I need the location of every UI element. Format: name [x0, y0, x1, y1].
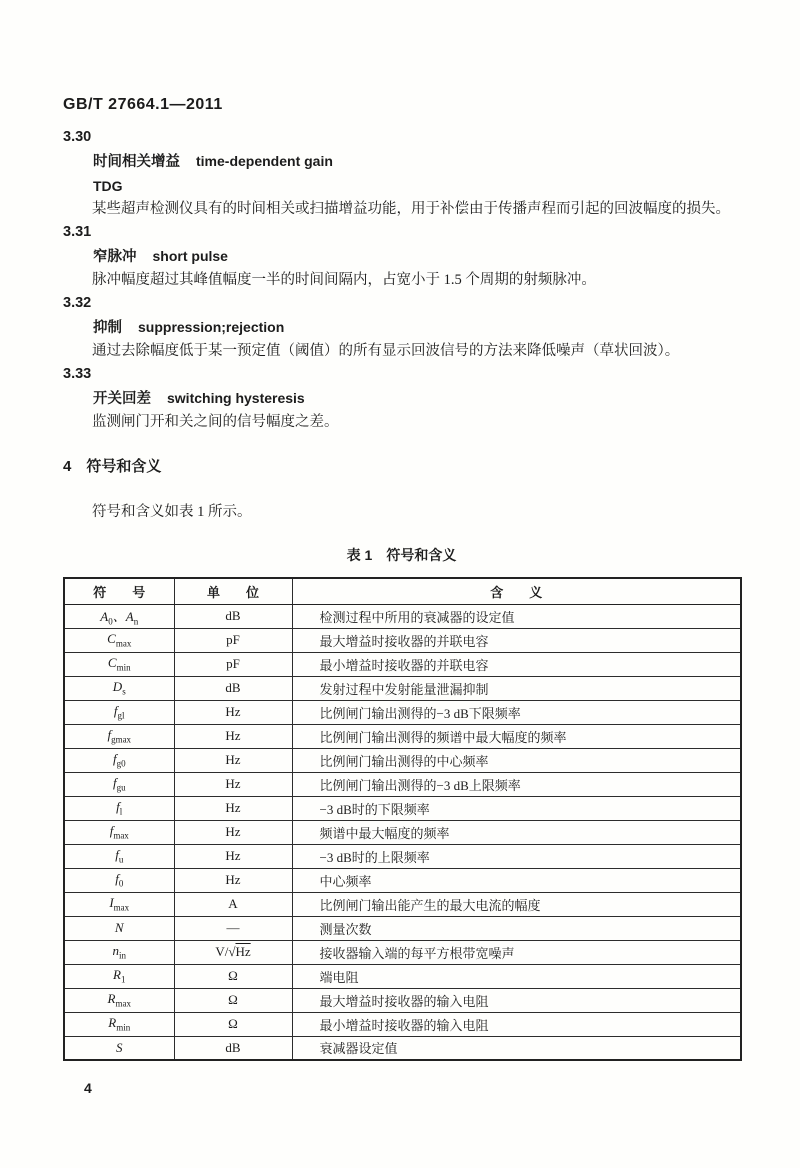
meaning-cell: 比例闸门输出测得的中心频率: [292, 748, 741, 772]
unit-cell: Ω: [174, 988, 292, 1012]
unit-cell: Ω: [174, 1012, 292, 1036]
section-number: 3.30: [63, 129, 92, 145]
table-row: [64, 916, 741, 940]
meaning-cell: 最小增益时接收器的输入电阻: [292, 1012, 741, 1036]
table-row: [64, 964, 741, 988]
unit-cell: pF: [174, 652, 292, 676]
symbol-cell: $R_{max}$: [64, 988, 174, 1012]
term-chinese: 窄脉冲: [93, 249, 137, 265]
meaning-cell: 比例闸门输出测得的−3 dB上限频率: [292, 772, 741, 796]
symbol-cell: $f_{gl}$: [64, 700, 174, 724]
table-row: [64, 796, 741, 820]
meaning-cell: 中心频率: [292, 868, 741, 892]
meaning-cell: 接收器输入端的每平方根带宽噪声: [292, 940, 741, 964]
term-abbreviation: TDG: [93, 178, 123, 194]
table-row: [64, 988, 741, 1012]
symbol-cell: $f_0$: [64, 868, 174, 892]
unit-cell: dB: [174, 1036, 292, 1060]
page-number: 4: [84, 1080, 92, 1096]
symbol-cell: $f_{max}$: [64, 820, 174, 844]
symbol-cell: $f_l$: [64, 796, 174, 820]
term-chinese: 抑制: [93, 320, 122, 336]
meaning-cell: 最小增益时接收器的并联电容: [292, 652, 741, 676]
unit-cell: Hz: [174, 868, 292, 892]
chapter-intro: 符号和含义如表 1 所示。: [92, 504, 252, 520]
table-row: [64, 940, 741, 964]
term-english: switching hysteresis: [167, 390, 305, 406]
unit-cell: A: [174, 892, 292, 916]
symbol-cell: N: [64, 916, 174, 940]
terms-section: [63, 126, 740, 434]
meaning-cell: 检测过程中所用的衰减器的设定值: [292, 604, 741, 628]
term-definition: 监测闸门开和关之间的信号幅度之差。: [92, 414, 339, 430]
term-entry-3-33: [63, 363, 740, 434]
symbol-cell: $R_{min}$: [64, 1012, 174, 1036]
term-entry-3-32: [63, 292, 740, 363]
symbol-cell: S: [64, 1036, 174, 1060]
table-row: [64, 676, 741, 700]
term-definition: 某些超声检测仪具有的时间相关或扫描增益功能，用于补偿由于传播声程而引起的回波幅度的损失。: [92, 201, 730, 217]
term-line: [63, 386, 740, 411]
symbols-table: [63, 577, 742, 1061]
unit-cell: Hz: [174, 796, 292, 820]
meaning-cell: 测量次数: [292, 916, 741, 940]
symbol-cell: $n_{in}$: [64, 940, 174, 964]
term-chinese: 时间相关增益: [93, 154, 180, 170]
symbol-cell: $I_{max}$: [64, 892, 174, 916]
meaning-cell: 衰减器设定值: [292, 1036, 741, 1060]
table-row: [64, 1036, 741, 1060]
table-row: [64, 724, 741, 748]
term-entry-3-30: [63, 126, 740, 221]
term-entry-3-31: [63, 221, 740, 292]
unit-cell: Hz: [174, 844, 292, 868]
header-meaning: 含 义: [292, 578, 741, 604]
table-caption: 表 1 符号和含义: [346, 547, 457, 563]
symbol-cell: $f_{gu}$: [64, 772, 174, 796]
symbol-cell: $A_0$、$A_n$: [64, 604, 174, 628]
meaning-cell: −3 dB时的下限频率: [292, 796, 741, 820]
table-row: [64, 628, 741, 652]
unit-cell: pF: [174, 628, 292, 652]
term-line: [63, 149, 740, 174]
unit-cell: Hz: [174, 748, 292, 772]
term-english: short pulse: [152, 248, 228, 264]
header-symbol: 符 号: [64, 578, 174, 604]
term-definition: 脉冲幅度超过其峰值幅度一半的时间间隔内，占宽小于 1.5 个周期的射频脉冲。: [92, 272, 596, 288]
section-number: 3.33: [63, 366, 92, 382]
symbol-cell: $C_{min}$: [64, 652, 174, 676]
unit-cell: dB: [174, 676, 292, 700]
unit-cell: —: [174, 916, 292, 940]
meaning-cell: 端电阻: [292, 964, 741, 988]
term-line: [63, 315, 740, 340]
table-row: [64, 892, 741, 916]
unit-cell: Hz: [174, 700, 292, 724]
unit-cell: Hz: [174, 820, 292, 844]
table-header-row: [64, 578, 741, 604]
term-definition: 通过去除幅度低于某一预定值（阈值）的所有显示回波信号的方法来降低噪声（草状回波）。: [92, 343, 680, 359]
term-english: suppression;rejection: [138, 319, 285, 335]
symbol-cell: $f_u$: [64, 844, 174, 868]
chapter-heading: 4 符号和含义: [63, 458, 162, 475]
table-row: [64, 1012, 741, 1036]
unit-cell: Hz: [174, 772, 292, 796]
meaning-cell: 频谱中最大幅度的频率: [292, 820, 741, 844]
doc-number: GB/T 27664.1—2011: [63, 96, 223, 113]
term-english: time-dependent gain: [196, 153, 333, 169]
symbol-cell: $D_s$: [64, 676, 174, 700]
table-row: [64, 604, 741, 628]
meaning-cell: 比例闸门输出测得的−3 dB下限频率: [292, 700, 741, 724]
meaning-cell: 最大增益时接收器的输入电阻: [292, 988, 741, 1012]
unit-cell: Hz: [174, 724, 292, 748]
meaning-cell: 最大增益时接收器的并联电容: [292, 628, 741, 652]
table-row: [64, 652, 741, 676]
table-row: [64, 820, 741, 844]
unit-cell: V/√Hz: [174, 940, 292, 964]
table-row: [64, 868, 741, 892]
header-unit: 单 位: [174, 578, 292, 604]
symbol-cell: $f_{g0}$: [64, 748, 174, 772]
term-chinese: 开关回差: [93, 391, 151, 407]
term-line: [63, 244, 740, 269]
unit-cell: Ω: [174, 964, 292, 988]
symbols-table-body: [64, 604, 741, 1060]
meaning-cell: 比例闸门输出测得的频谱中最大幅度的频率: [292, 724, 741, 748]
symbol-cell: $R_1$: [64, 964, 174, 988]
symbol-cell: $f_{gmax}$: [64, 724, 174, 748]
meaning-cell: 比例闸门输出能产生的最大电流的幅度: [292, 892, 741, 916]
section-number: 3.32: [63, 295, 92, 311]
table-row: [64, 772, 741, 796]
table-row: [64, 844, 741, 868]
meaning-cell: 发射过程中发射能量泄漏抑制: [292, 676, 741, 700]
meaning-cell: −3 dB时的上限频率: [292, 844, 741, 868]
symbol-cell: $C_{max}$: [64, 628, 174, 652]
table-row: [64, 700, 741, 724]
unit-cell: dB: [174, 604, 292, 628]
section-number: 3.31: [63, 224, 92, 240]
table-row: [64, 748, 741, 772]
